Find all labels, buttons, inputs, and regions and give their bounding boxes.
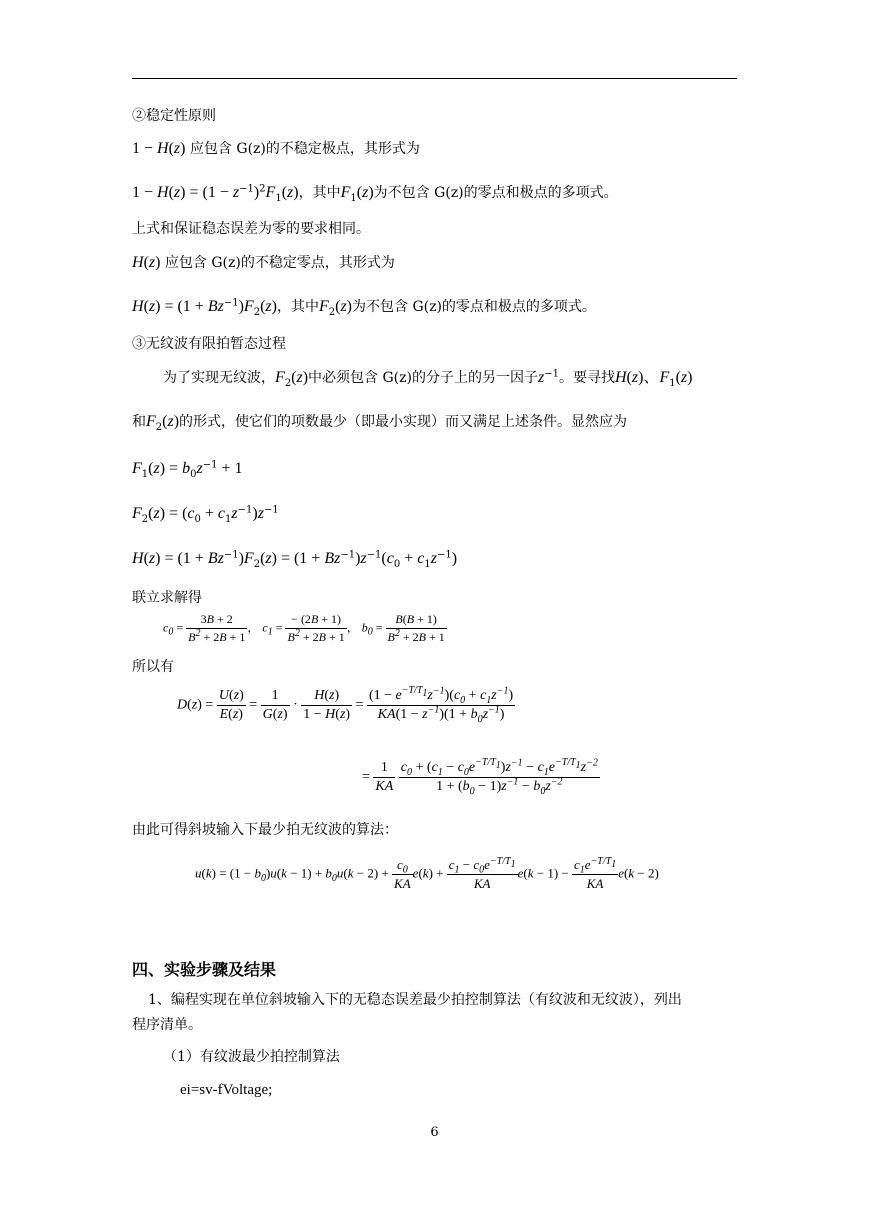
page-number: 6 — [430, 1125, 439, 1140]
formula-f2: $F_2(z) = (c_0 + c_1z^{-1})z^{-1}$ — [132, 504, 279, 525]
para-solve: 联立求解得 — [132, 590, 202, 606]
formula-dz-simplified: = $\frac{1}{KA}$ $\frac{c_0 + (c_1 - c_0e^{-T/T_1})z^{-1} - c_1e^{-T/T_1}z^{-2}}{1 + (b_0 - 1)z^{-1} - b_0z^{-2}}$ — [362, 757, 598, 797]
step-1-line-1: 1、编程实现在单位斜坡输入下的无稳态误差最少拍控制算法（有纹波和无纹波），列出 — [148, 992, 682, 1008]
para-therefore: 所以有 — [132, 659, 174, 675]
step-1-sub: （1）有纹波最少拍控制算法 — [163, 1049, 340, 1065]
para-ripple-free: ③无纹波有限拍暂态过程 — [132, 336, 286, 352]
para-form: 和$F_2(z)$的形式，使它们的项数最少（即最小实现）而又满足上述条件。显然应为 — [132, 413, 628, 433]
step-1-line-2: 程序清单。 — [132, 1017, 202, 1033]
para-algorithm: 由此可得斜坡输入下最少拍无纹波的算法： — [132, 822, 398, 838]
section-heading: 四、实验步骤及结果 — [132, 960, 277, 979]
formula-1-minus-h: $1 - H(z) = (1 - z^{-1})^2F_1(z)$，其中$F_1(z)$为不包含 G(z)的零点和极点的多项式。 — [132, 183, 618, 204]
para-h-zero: H(z) 应包含 G(z)的不稳定零点，其形式为 — [132, 254, 395, 271]
formula-dz: D(z) = $\frac{U(z)}{E(z)}$ = $\frac{1}{G(z)}$ · $\frac{H(z)}{1 - H(z)}$ = $\frac{(1 - e^{-T/T_1}z^{-1})(c_0 + c_1z^{-1})}{KA(1 - z^{-1})(1 + b_0z^{-1})}$ — [177, 685, 514, 725]
formula-uk: $u(k) = (1 - b_0)u(k - 1) + b_0u(k - 2)$ + $\frac{c_0}{KA}$ e(k) + $\frac{c_1 - c_0e^{-T/T_1}}{KA}$ e(k − 1) − $\frac{c_1e^{-T/T_1}}{KA}$ e(k − 2) — [195, 855, 659, 891]
formula-f1: $F_1(z) = b_0z^{-1} + 1$ — [132, 459, 243, 480]
code-line: ei=sv-fVoltage; — [180, 1082, 273, 1098]
para-1-minus-h: 1 − H(z) 应包含 G(z)的不稳定极点，其形式为 — [132, 140, 420, 157]
formula-h-expanded: $H(z) = (1 + Bz^{-1})F_2(z) = (1 + Bz^{-1})z^{-1}(c_0 + c_1z^{-1})$ — [132, 549, 458, 570]
para-to-realize: 为了实现无纹波，$F_2(z)$中必须包含 G(z)的分子上的另一因子$z^{-1}$。要寻找H(z)、$F_1(z)$ — [163, 368, 693, 389]
formula-coefficients: $c_0$ = $\frac{3B + 2}{B^2 + 2B + 1}$ ， $c_1$ = $\frac{- (2B + 1)}{B^2 + 2B + 1}$ ， $b_0$ = $\frac{B(B + 1)}{B^2 + 2B + 1}$ — [163, 612, 445, 644]
para-same-requirement: 上式和保证稳态误差为零的要求相同。 — [132, 221, 370, 237]
formula-h: $H(z) = (1 + Bz^{-1})F_2(z)$，其中$F_2(z)$为不包含 G(z)的零点和极点的多项式。 — [132, 297, 596, 318]
para-stability-principle: ②稳定性原则 — [132, 108, 216, 124]
header-rule — [132, 78, 737, 79]
